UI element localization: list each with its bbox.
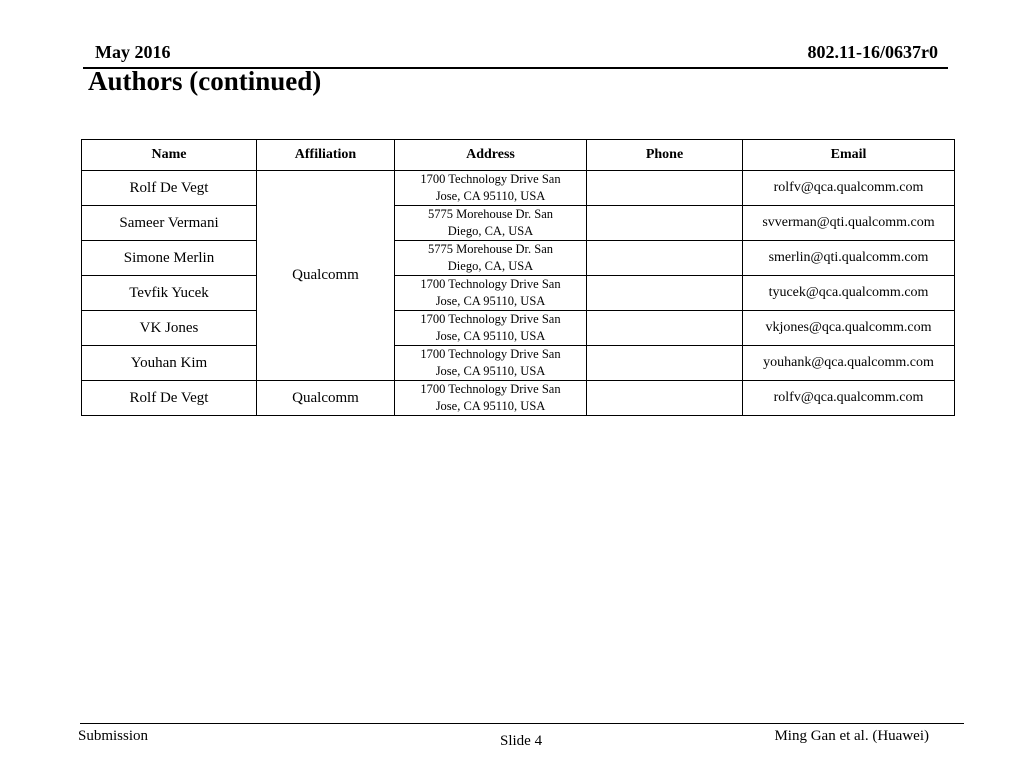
footer-submission: Submission	[78, 728, 149, 744]
author-phone	[587, 311, 743, 346]
address-line: Jose, CA 95110, USA	[435, 189, 546, 203]
authors-table	[81, 139, 955, 416]
author-address	[395, 346, 587, 381]
author-phone	[587, 171, 743, 206]
author-address	[395, 381, 587, 416]
author-address	[395, 206, 587, 241]
address-line: 1700 Technology Drive San	[420, 382, 561, 396]
address-line: 1700 Technology Drive San	[420, 172, 561, 186]
table-header-row	[82, 140, 955, 171]
author-email: tyucek@qca.qualcomm.com	[743, 276, 955, 311]
table-row	[82, 311, 955, 346]
address-line: 1700 Technology Drive San	[420, 347, 561, 361]
table-row	[82, 381, 955, 416]
author-name: Rolf De Vegt	[82, 381, 257, 416]
footer-divider	[80, 723, 964, 724]
author-email: youhank@qca.qualcomm.com	[743, 346, 955, 381]
author-name: Sameer Vermani	[82, 206, 257, 241]
table-row	[82, 346, 955, 381]
author-email: smerlin@qti.qualcomm.com	[743, 241, 955, 276]
header-date: May 2016	[95, 42, 171, 62]
column-header-email: Email	[743, 140, 955, 171]
author-email: svverman@qti.qualcomm.com	[743, 206, 955, 241]
author-affiliation-merged: Qualcomm	[257, 171, 395, 381]
address-line: 1700 Technology Drive San	[420, 277, 561, 291]
author-phone	[587, 346, 743, 381]
author-address	[395, 276, 587, 311]
address-line: 1700 Technology Drive San	[420, 312, 561, 326]
column-header-phone: Phone	[587, 140, 743, 171]
header-document-id: 802.11-16/0637r0	[807, 42, 938, 62]
author-name: Youhan Kim	[82, 346, 257, 381]
address-line: Jose, CA 95110, USA	[435, 364, 546, 378]
author-email: rolfv@qca.qualcomm.com	[743, 171, 955, 206]
table-row	[82, 241, 955, 276]
author-email: rolfv@qca.qualcomm.com	[743, 381, 955, 416]
author-email: vkjones@qca.qualcomm.com	[743, 311, 955, 346]
address-line: Jose, CA 95110, USA	[435, 329, 546, 343]
address-line: 5775 Morehouse Dr. San	[428, 207, 553, 221]
address-line: Jose, CA 95110, USA	[435, 399, 546, 413]
author-name: VK Jones	[82, 311, 257, 346]
column-header-address: Address	[395, 140, 587, 171]
author-address	[395, 311, 587, 346]
table-row	[82, 206, 955, 241]
footer-author: Ming Gan et al. (Huawei)	[774, 728, 929, 744]
column-header-name: Name	[82, 140, 257, 171]
address-line: Jose, CA 95110, USA	[435, 294, 546, 308]
table-row	[82, 276, 955, 311]
slide-number: Slide 4	[500, 733, 543, 749]
address-line: Diego, CA, USA	[447, 259, 534, 273]
address-line: 5775 Morehouse Dr. San	[428, 242, 553, 256]
column-header-affiliation: Affiliation	[257, 140, 395, 171]
author-affiliation: Qualcomm	[257, 381, 395, 416]
author-phone	[587, 381, 743, 416]
author-name: Tevfik Yucek	[82, 276, 257, 311]
author-address	[395, 171, 587, 206]
author-name: Rolf De Vegt	[82, 171, 257, 206]
address-line: Diego, CA, USA	[447, 224, 534, 238]
author-name: Simone Merlin	[82, 241, 257, 276]
table-row	[82, 171, 955, 206]
author-phone	[587, 241, 743, 276]
author-phone	[587, 206, 743, 241]
slide-title: Authors (continued)	[88, 66, 322, 96]
author-address	[395, 241, 587, 276]
author-phone	[587, 276, 743, 311]
